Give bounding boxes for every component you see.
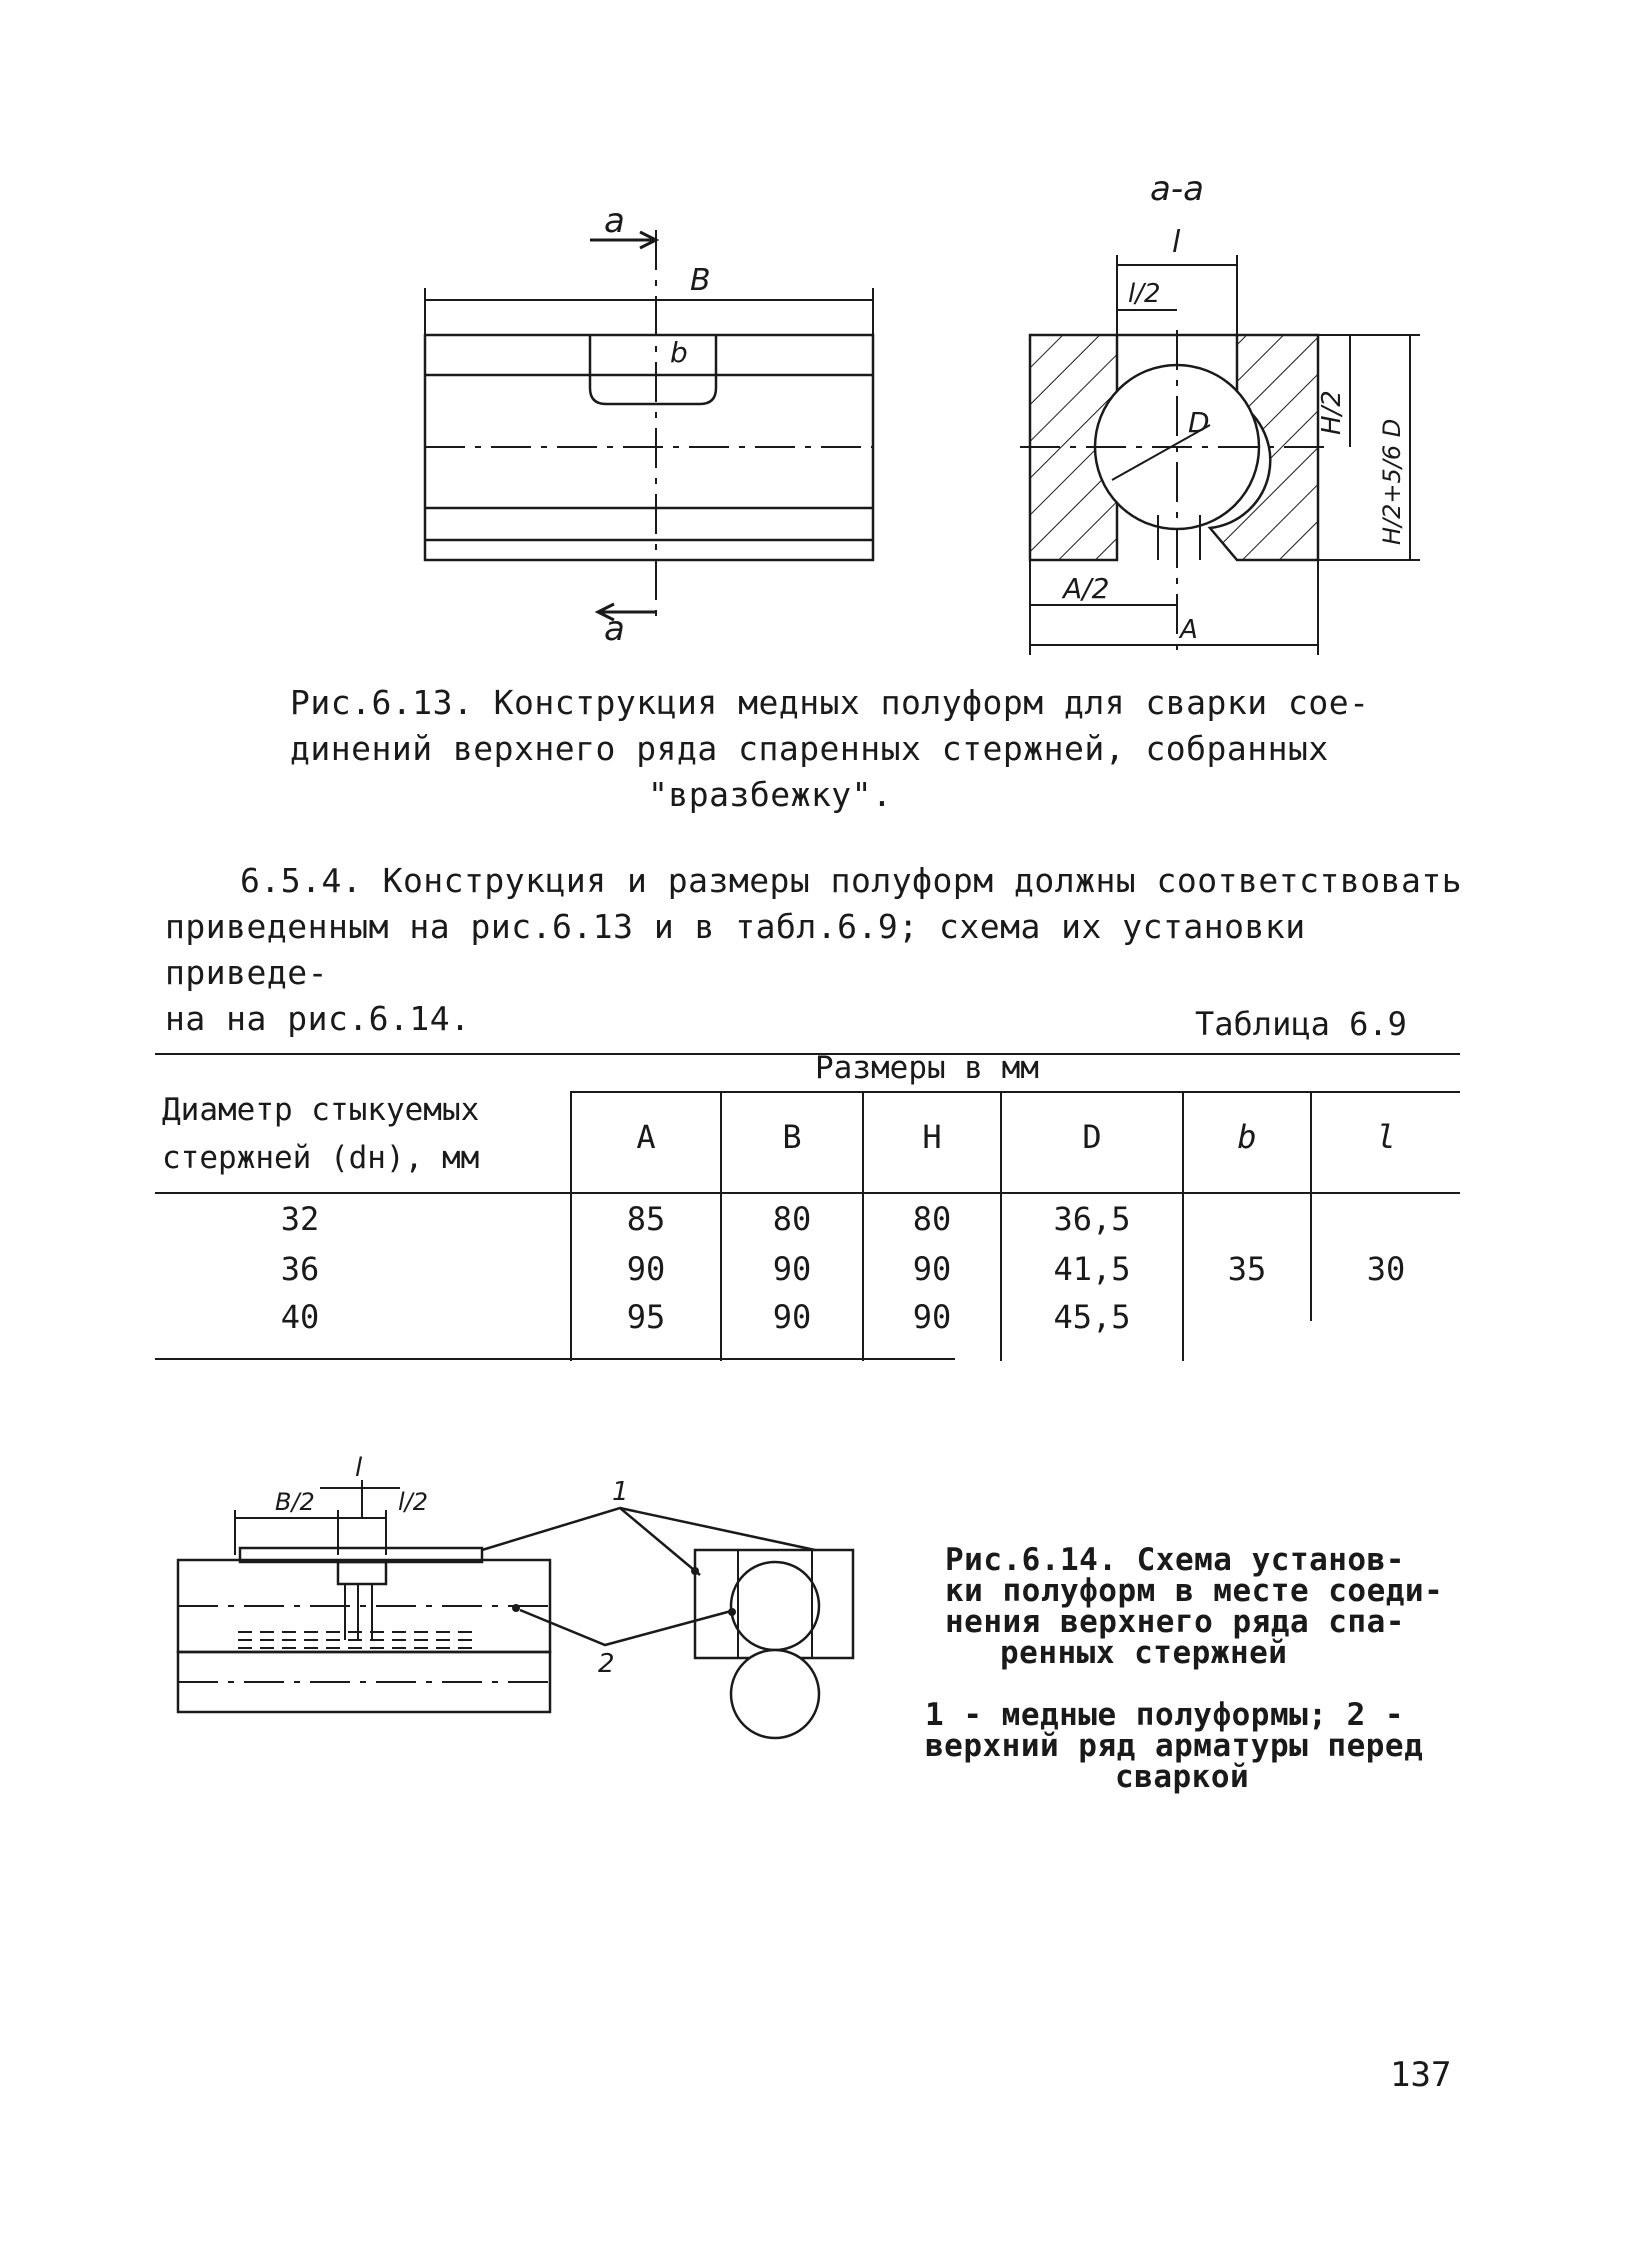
dim-l2-label: l/2 bbox=[398, 1488, 429, 1516]
cell-B: 90 bbox=[772, 1298, 812, 1336]
dim-l2-label: l/2 bbox=[1128, 279, 1161, 309]
col-header-l: l bbox=[1376, 1118, 1396, 1156]
caption-line: Рис.6.14. Схема установ- bbox=[945, 1542, 1405, 1578]
section-mark-top: a bbox=[604, 201, 625, 241]
dim-B2-label: B/2 bbox=[275, 1488, 315, 1516]
cell-D: 45,5 bbox=[1053, 1298, 1131, 1336]
section-mark-bottom: a bbox=[604, 609, 625, 649]
cell-d: 36 bbox=[280, 1250, 320, 1288]
legend-line: 1 - медные полуформы; 2 - bbox=[925, 1697, 1405, 1733]
dim-H2-D-label: H/2+5/6 D bbox=[1378, 418, 1406, 545]
dim-A-label: A bbox=[1180, 615, 1198, 645]
cell-A: 85 bbox=[626, 1200, 666, 1238]
dim-A2-label: A/2 bbox=[1063, 572, 1110, 605]
first-col-header-line2: стержней (dн), мм bbox=[162, 1140, 480, 1176]
dim-B-label: B bbox=[690, 263, 711, 298]
callout-1: 1 bbox=[612, 1477, 629, 1507]
first-col-header-line1: Диаметр стыкуемых bbox=[162, 1092, 480, 1128]
page-number: 137 bbox=[1390, 2055, 1452, 2095]
cell-d: 40 bbox=[280, 1298, 320, 1336]
paragraph-line: 6.5.4. Конструкция и размеры полуформ должны соответствовать bbox=[240, 861, 1463, 900]
caption-line: нения верхнего ряда спа- bbox=[945, 1604, 1405, 1640]
section-title: a-a bbox=[1150, 169, 1204, 209]
cell-D: 36,5 bbox=[1053, 1200, 1131, 1238]
cell-B: 90 bbox=[772, 1250, 812, 1288]
paragraph-line: на на рис.6.14. bbox=[165, 999, 471, 1038]
col-header-H: H bbox=[922, 1118, 942, 1156]
caption-line: ки полуформ в месте соеди- bbox=[945, 1573, 1444, 1609]
legend-line: верхний ряд арматуры перед bbox=[925, 1728, 1424, 1764]
caption-line: динений верхнего ряда спаренных стержней, собранных bbox=[290, 729, 1329, 768]
callout-2: 2 bbox=[598, 1649, 615, 1679]
figure-6-14-legend bbox=[925, 1697, 1470, 1795]
dim-l-label: l bbox=[1172, 225, 1181, 260]
cell-D: 41,5 bbox=[1053, 1250, 1131, 1288]
cell-d: 32 bbox=[280, 1200, 320, 1238]
cell-l-merged: 30 bbox=[1366, 1250, 1406, 1288]
dim-H2-label: H/2 bbox=[1317, 390, 1347, 435]
legend-line: сваркой bbox=[1115, 1759, 1250, 1795]
col-header-A: A bbox=[636, 1118, 656, 1156]
cell-A: 90 bbox=[626, 1250, 666, 1288]
cell-A: 95 bbox=[626, 1298, 666, 1336]
caption-line: "вразбежку". bbox=[648, 775, 893, 814]
cell-H: 80 bbox=[912, 1200, 952, 1238]
col-header-D: D bbox=[1082, 1118, 1102, 1156]
dim-b-label: b bbox=[670, 336, 688, 369]
col-header-B: B bbox=[782, 1118, 802, 1156]
table-label: Таблица 6.9 bbox=[1195, 1005, 1407, 1043]
caption-line: ренных стержней bbox=[1000, 1635, 1288, 1671]
cell-H: 90 bbox=[912, 1250, 952, 1288]
paragraph-line: приведенным на рис.6.13 и в табл.6.9; схема их установки приведе- bbox=[165, 907, 1306, 992]
figure-6-14-drawing bbox=[0, 1440, 960, 1740]
cell-b-merged: 35 bbox=[1227, 1250, 1267, 1288]
col-header-b: b bbox=[1237, 1118, 1257, 1156]
caption-line: Рис.6.13. Конструкция медных полуформ для сварки сое- bbox=[290, 683, 1370, 722]
group-header: Размеры в мм bbox=[815, 1050, 1039, 1086]
cell-H: 90 bbox=[912, 1298, 952, 1336]
figure-6-14-caption bbox=[945, 1542, 1475, 1671]
cell-B: 80 bbox=[772, 1200, 812, 1238]
dim-l-label: l bbox=[355, 1453, 363, 1483]
dim-D-label: D bbox=[1188, 406, 1210, 439]
